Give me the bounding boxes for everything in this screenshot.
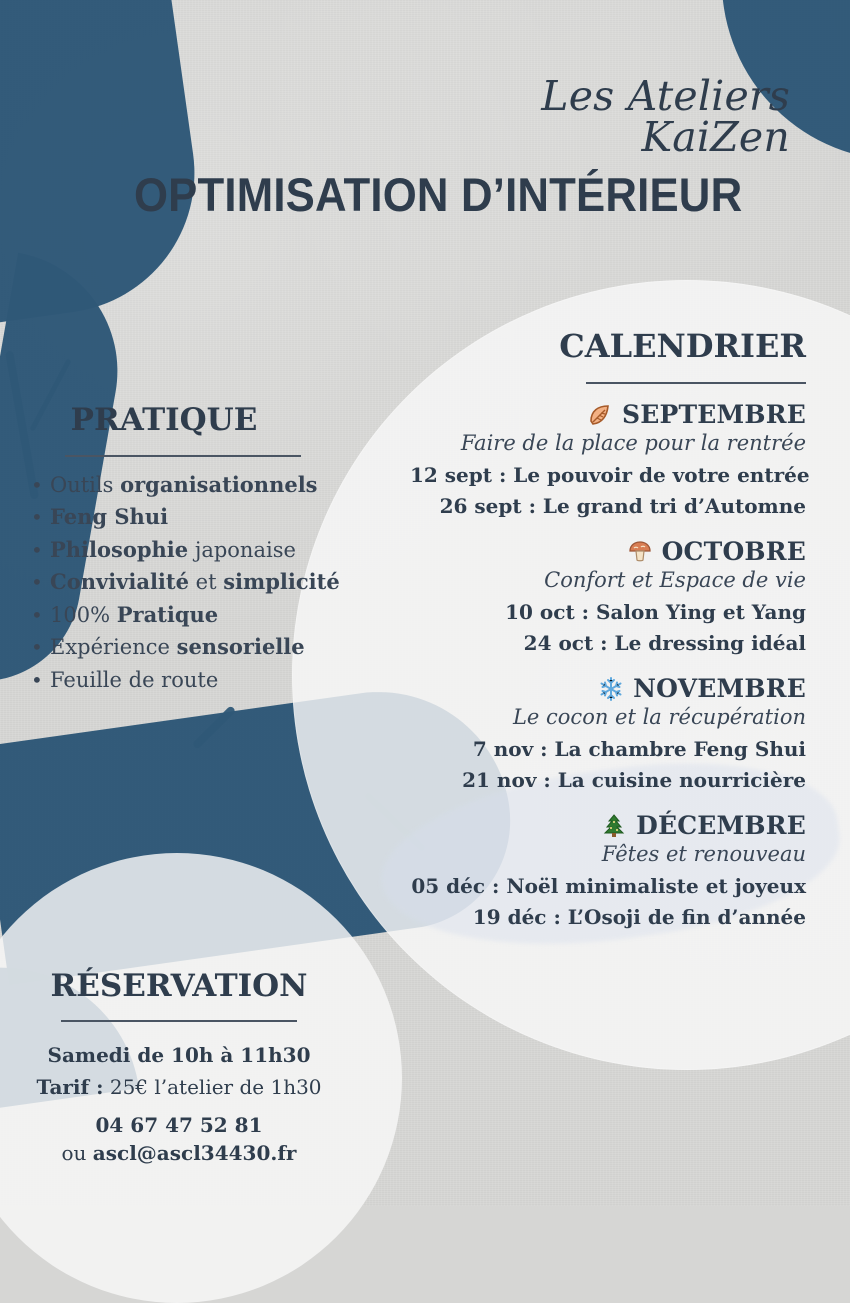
section-divider [65, 455, 301, 457]
month-heading [410, 538, 806, 566]
tree-icon [600, 812, 628, 840]
event-line: 24 oct : Le dressing idéal [523, 630, 806, 655]
month-name: DÉCEMBRE [636, 811, 806, 841]
section-divider [61, 1020, 297, 1022]
month-block-september [410, 399, 810, 522]
month-subtitle: Confort et Espace de vie [544, 567, 806, 592]
event-line: 7 nov : La chambre Feng Shui [472, 737, 806, 762]
practical-item [28, 631, 328, 664]
tarif-value: 25€ l’atelier de 1h30 [109, 1074, 322, 1099]
month-subtitle: Faire de la place pour la rentrée [460, 430, 806, 455]
reservation-email: ascl@ascl34430.fr [92, 1140, 297, 1165]
practical-item-strong: Convivialité [50, 569, 189, 595]
practical-item [28, 534, 328, 567]
month-name: NOVEMBRE [633, 674, 806, 704]
event-line: 19 déc : L’Osoji de fin d’année [472, 905, 806, 930]
practical-item [28, 566, 340, 599]
practical-section [28, 402, 340, 696]
month-block-october [410, 538, 806, 659]
practical-item-prefix: Outils [50, 472, 121, 497]
reservation-title: RÉSERVATION [50, 968, 308, 1004]
practical-item [28, 599, 328, 632]
month-block-december [410, 812, 806, 933]
tarif-label: Tarif : [36, 1074, 104, 1099]
mushroom-icon [626, 538, 654, 566]
month-block-november [410, 675, 806, 796]
practical-item-strong: sensorielle [176, 634, 305, 660]
reservation-schedule: Samedi de 10h à 11h30 [47, 1042, 311, 1067]
email-prefix: ou [61, 1140, 93, 1165]
practical-item-suffix: japonaise [188, 537, 296, 562]
month-name: OCTOBRE [661, 537, 806, 567]
reservation-section [18, 970, 340, 1167]
month-name: SEPTEMBRE [621, 399, 806, 429]
practical-item-strong: organisationnels [120, 471, 318, 497]
reservation-tarif [18, 1071, 340, 1103]
month-heading [410, 675, 806, 703]
event-line: 05 déc : Noël minimaliste et joyeux [411, 874, 806, 899]
practical-title: PRATIQUE [70, 402, 258, 438]
practical-item-middle: et [188, 570, 224, 595]
practical-item-strong-secondary: simplicité [223, 569, 340, 595]
practical-item-prefix: Expérience [50, 635, 177, 660]
reservation-email-line [18, 1139, 340, 1167]
practical-item-strong: Philosophie [50, 536, 189, 562]
event-line: 21 nov : La cuisine nourricière [462, 768, 806, 793]
event-line: 12 sept : Le pouvoir de votre entrée [410, 462, 810, 487]
month-subtitle: Le cocon et la récupération [512, 704, 806, 729]
practical-item-strong: Feng Shui [50, 504, 169, 530]
month-subtitle: Fêtes et renouveau [601, 842, 806, 867]
reservation-phone: 04 67 47 52 81 [95, 1112, 263, 1137]
brand-title: Les Ateliers KaiZen [541, 72, 790, 161]
calendar-section [410, 327, 810, 949]
calendar-title: CALENDRIER [559, 327, 806, 365]
practical-item-strong: Pratique [116, 601, 219, 627]
practical-item-prefix: 100% [50, 602, 117, 627]
snowflake-icon [597, 675, 625, 703]
event-line: 10 oct : Salon Ying et Yang [505, 599, 806, 624]
practical-item-prefix: Feuille de route [50, 667, 219, 692]
page-title: OPTIMISATION D’INTÉRIEUR [134, 168, 743, 221]
section-divider [586, 382, 806, 384]
practical-item [28, 664, 328, 697]
month-heading [410, 812, 806, 840]
month-heading [410, 401, 806, 429]
event-line: 26 sept : Le grand tri d’Automne [439, 493, 806, 518]
practical-list [28, 469, 340, 697]
practical-item [28, 501, 328, 534]
practical-item [28, 469, 328, 502]
leaf-icon [586, 401, 614, 429]
